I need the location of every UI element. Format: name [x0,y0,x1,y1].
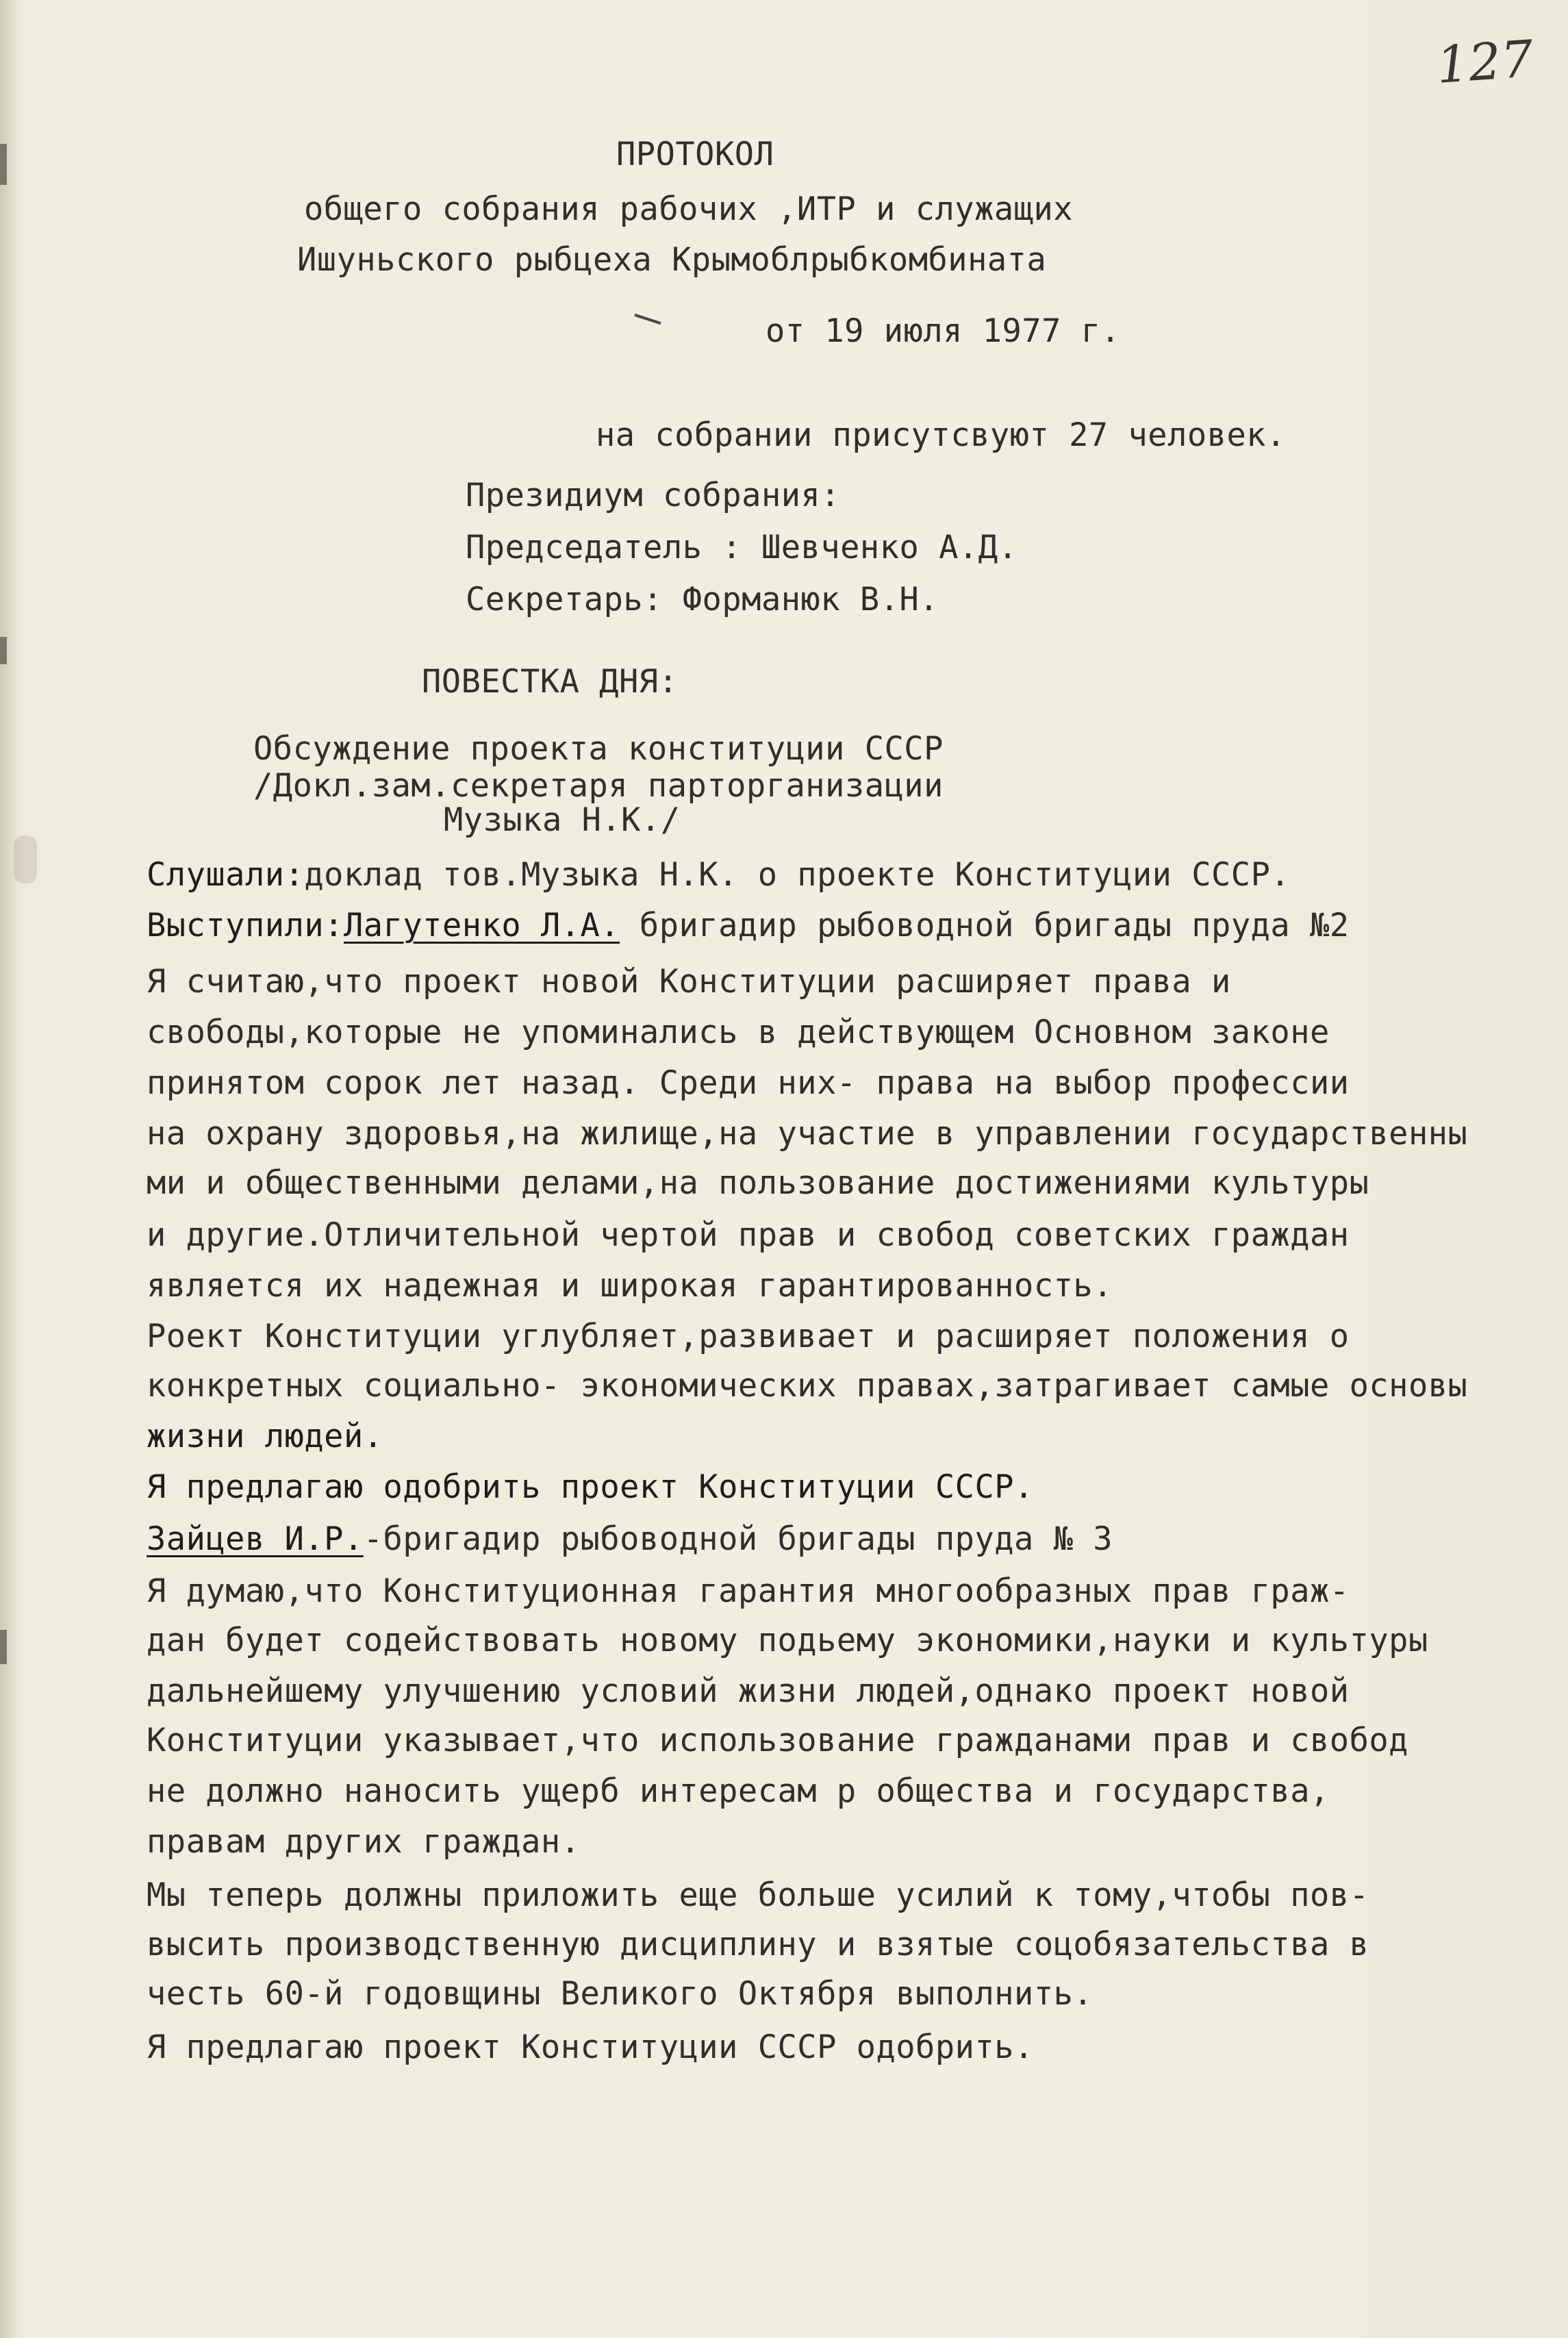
attendance-line: на собрании присутсвуют 27 человек. [596,416,1286,454]
speaker1-name: Лагутенко Л.А. [343,907,620,944]
page-binding-edge [0,0,18,2338]
speaker2-role: -бригадир рыбоводной бригады пруда № 3 [363,1520,1113,1558]
speech2-line: Я предлагаю проект Конституции СССР одобрить. [147,2028,1034,2066]
heard-label: Слушали: [147,856,305,894]
speech2-line: Я думаю,что Конституционная гарантия многообразных прав граж- [147,1572,1350,1610]
document-title: ПРОТОКОЛ [616,136,774,173]
speech2-line: Мы теперь должны приложить еще больше усилий к тому,чтобы пов- [147,1876,1369,1914]
speech1-line: Роект Конституции углубляет,развивает и расширяет положения о [147,1318,1350,1355]
document-subtitle-line1: общего собрания рабочих ,ИТР и служащих [304,190,1074,228]
speech2-line: не должно наносить ущерб интересам р общества и государства, [147,1772,1330,1810]
speaker2-line [147,1519,1113,1560]
speech1-line: на охрану здоровья,на жилище,на участие в управлении государственны [147,1115,1468,1153]
speech1-line: является их надежная и широкая гарантированность. [147,1267,1113,1305]
speech1-line: жизни людей. [147,1418,383,1455]
agenda-item-line1: Обсуждение проекта конституции СССР [253,730,944,768]
ink-mark [634,314,661,325]
speech1-line: и другие.Отличительной чертой прав и свобод советских граждан [147,1216,1350,1254]
speech1-line: Я считаю,что проект новой Конституции расширяет права и [147,963,1231,1001]
speech2-line: честь 60-й годовщины Великого Октября выполнить. [147,1975,1093,2013]
speech2-line: высить производственную дисциплину и взятые соцобязательства в [147,1926,1369,1963]
meeting-date: от 19 июля 1977 г. [766,312,1121,350]
speech2-line: правам других граждан. [147,1823,581,1861]
speech1-line: свободы,которые не упоминались в действующем Основном законе [147,1014,1330,1051]
spoke-label: Выступили: [147,907,344,944]
agenda-item-line3: Музыка Н.К./ [444,801,681,839]
secretary-line: Секретарь: Форманюк В.Н. [466,581,939,618]
speaker2-name: Зайцев И.Р. [147,1520,364,1558]
presidium-heading: Президиум собрания: [466,477,841,514]
page-number: 127 [1434,29,1536,95]
speech1-line: принятом сорок лет назад. Среди них- права на выбор профессии [147,1064,1350,1102]
speech2-line: Конституции указывает,что использование гражданами прав и свобод [147,1722,1408,1759]
document-subtitle-line2: Ишуньского рыбцеха Крымоблрыбкомбината [297,241,1047,279]
paper-smudge [14,835,37,883]
binding-shadow [0,1630,7,1664]
speaker1-role: бригадир рыбоводной бригады пруда №2 [620,907,1350,944]
chairman-line: Председатель : Шевченко А.Д. [466,529,1018,566]
agenda-heading: ПОВЕСТКА ДНЯ: [422,663,679,701]
speech2-line: дан будет содействовать новому подьему экономики,науки и культуры [147,1622,1428,1659]
speech2-line: дальнейшему улучшению условий жизни людей,однако проект новой [147,1672,1350,1710]
binding-shadow [0,637,7,664]
binding-shadow [0,144,7,185]
heard-text: доклад тов.Музыка Н.К. о проекте Конституции СССР. [304,856,1291,894]
agenda-item-line2: /Докл.зам.секретаря парторганизации [253,767,944,805]
speech1-line: ми и общественными делами,на пользование достижениями культуры [147,1164,1369,1202]
speech1-line: конкретных социально- экономических правах,затрагивает самые основы [147,1367,1468,1405]
heard-line [147,855,1290,896]
speech1-line: Я предлагаю одобрить проект Конституции СССР. [147,1468,1034,1506]
speaker1-line [147,905,1350,946]
